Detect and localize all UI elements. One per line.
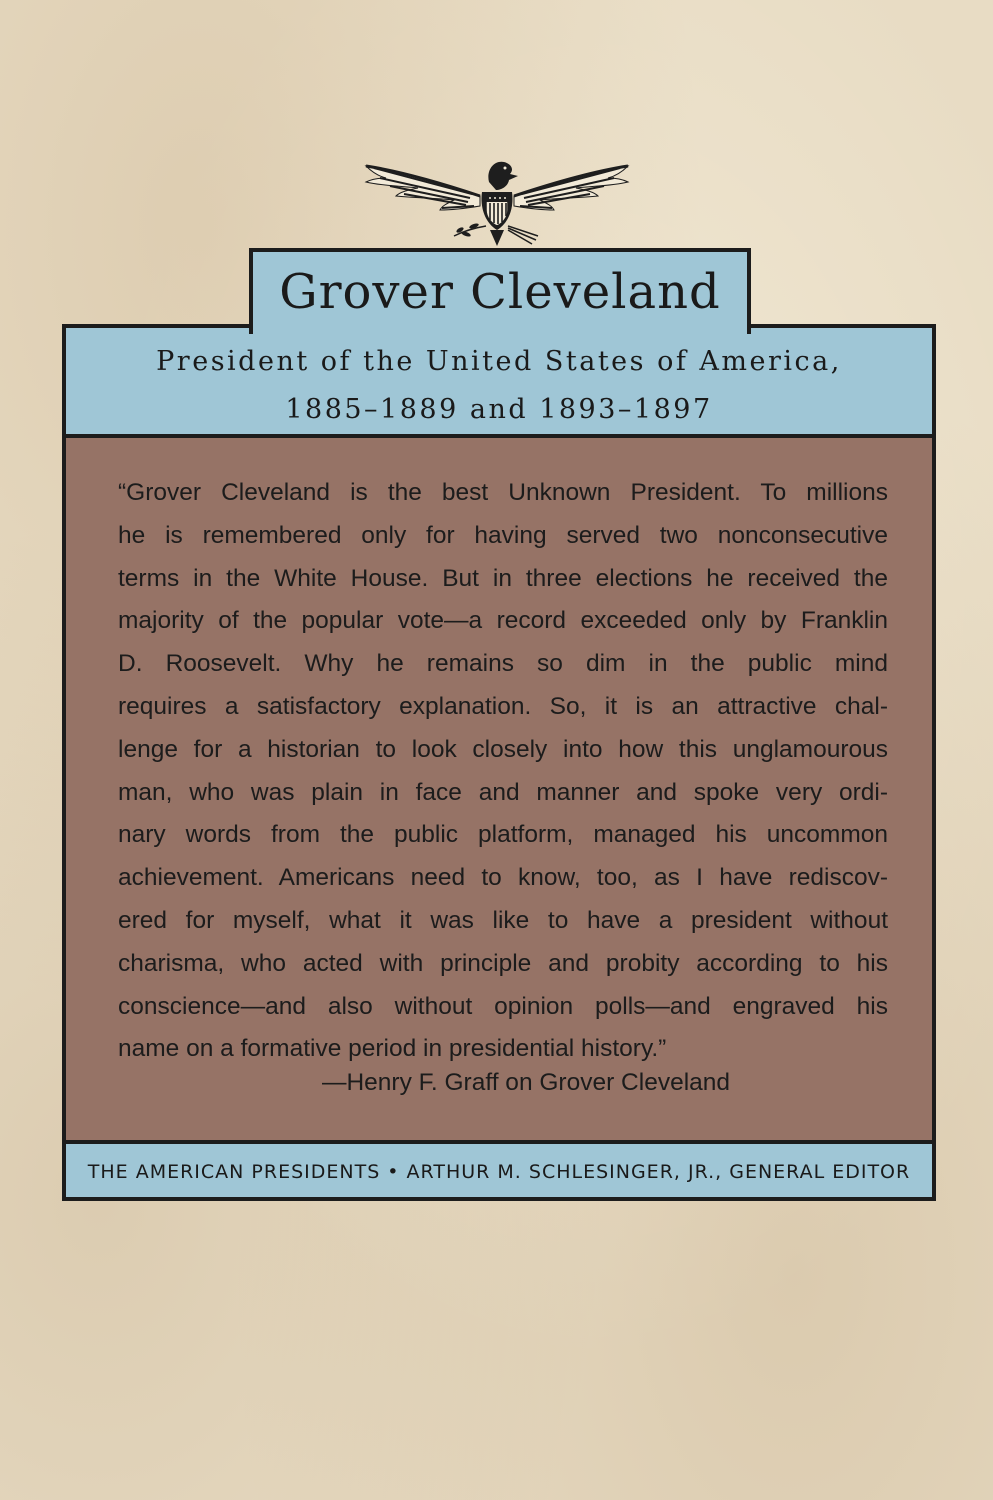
quote-line: requires a satisfactory explanation. So, it is an attractive chal-: [118, 692, 888, 720]
quote-line: name on a formative period in presidential history.”: [118, 1035, 667, 1063]
series-panel: [62, 1140, 936, 1201]
quote-line: “Grover Cleveland is the best Unknown President. To millions: [118, 479, 888, 506]
subtitle-panel: [62, 324, 936, 438]
quote-line: conscience—and also without opinion polls—and engraved his: [118, 992, 888, 1020]
quote-line: he is remembered only for having served two nonconsecutive: [118, 521, 888, 549]
quote-line: D. Roosevelt. Why he remains so dim in the public mind: [118, 650, 888, 678]
quote-line: lenge for a historian to look closely into how this unglamourous: [118, 735, 888, 763]
quote-panel: [62, 434, 936, 1144]
quote-line: terms in the White House. But in three elections he received the: [118, 564, 888, 592]
book-title: Grover Cleveland: [279, 264, 721, 320]
quote-line: charisma, who acted with principle and probity according to his: [118, 949, 888, 977]
quote-attribution: —Henry F. Graff on Grover Cleveland: [321, 1069, 731, 1096]
quote-text: [118, 472, 888, 1071]
subtitle-line-2: 1885–1889 and 1893–1897: [285, 394, 713, 425]
quote-line: majority of the popular vote—a record exceeded only by Franklin: [118, 607, 888, 635]
title-panel: [249, 248, 751, 334]
series-line: THE AMERICAN PRESIDENTS • ARTHUR M. SCHLESINGER, JR., GENERAL EDITOR: [87, 1161, 911, 1183]
quote-line: nary words from the public platform, managed his uncommon: [118, 821, 888, 849]
eagle-with-shield-icon: [362, 156, 632, 248]
quote-line: ered for myself, what it was like to have a president without: [118, 906, 888, 934]
subtitle-line-1: President of the United States of America,: [156, 346, 842, 377]
quote-line: achievement. Americans need to know, too, as I have rediscov-: [118, 864, 888, 892]
quote-line: man, who was plain in face and manner and spoke very ordi-: [118, 778, 888, 806]
